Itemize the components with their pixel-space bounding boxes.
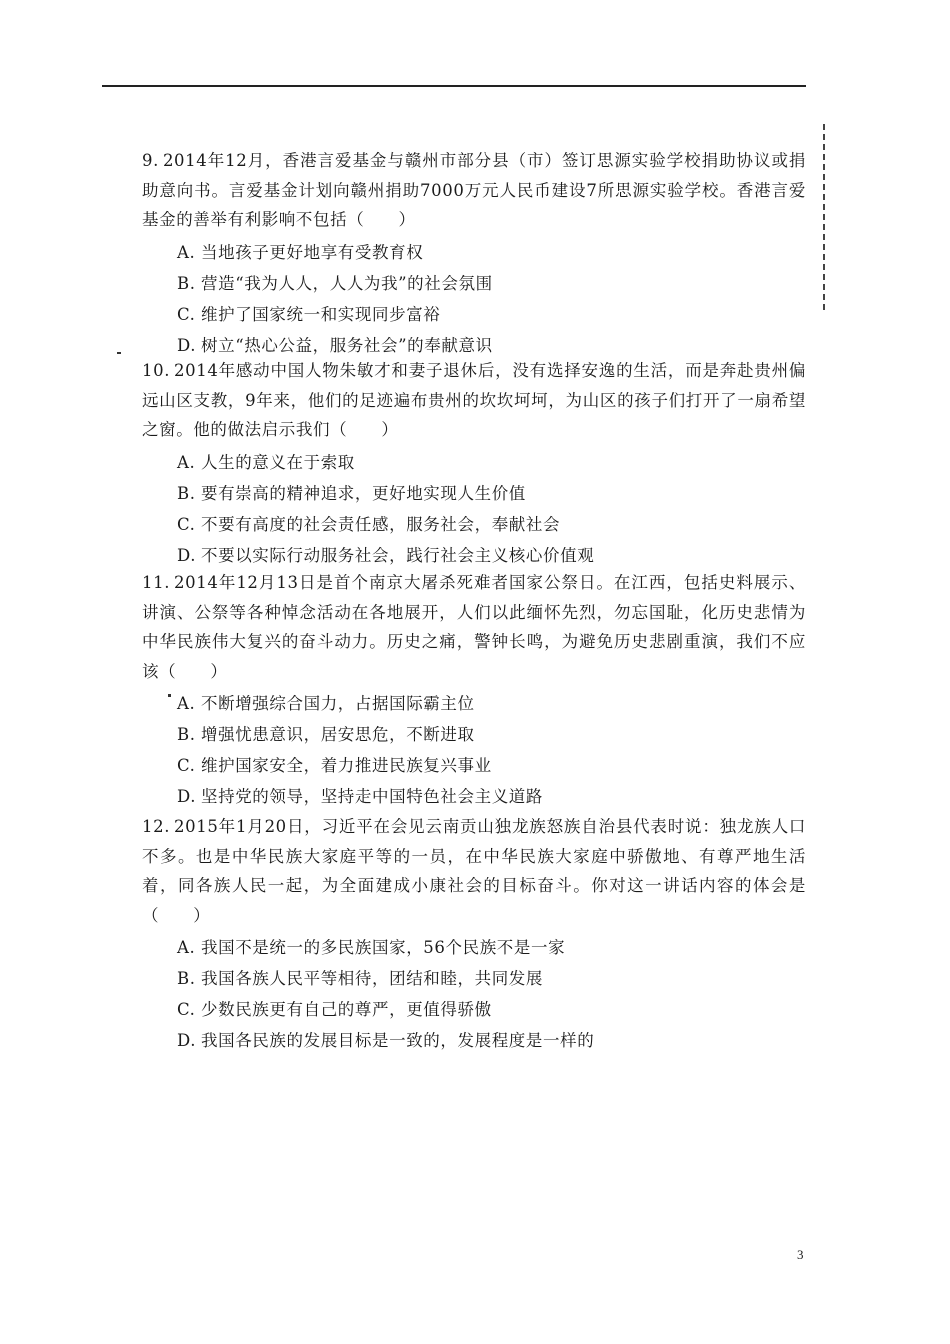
option-letter: C. bbox=[177, 1000, 196, 1019]
option-letter: A. bbox=[177, 452, 196, 472]
question-text: 2014年12月，香港言爱基金与赣州市部分县（市）签订思源实验学校捐助协议或捐助意向书。言爱基金计划向赣州捐助7000万元人民币建设7所思源实验学校。香港言爱基金的善举有利影响不包括（ ） bbox=[142, 151, 806, 229]
option-c bbox=[177, 509, 806, 540]
option-letter: B. bbox=[177, 273, 196, 293]
question-number: 9. bbox=[142, 151, 159, 170]
option-text: 少数民族更有自己的尊严，更值得骄傲 bbox=[201, 1000, 492, 1019]
option-text: 我国各民族的发展目标是一致的，发展程度是一样的 bbox=[201, 1031, 595, 1050]
option-text: 当地孩子更好地享有受教育权 bbox=[201, 242, 424, 262]
question-10 bbox=[142, 356, 806, 571]
question-text: 2014年感动中国人物朱敏才和妻子退休后，没有选择安逸的生活，而是奔赴贵州偏远山区支教，9年来，他们的足迹遍布贵州的坎坎坷坷，为山区的孩子们打开了一扇希望之窗。他的做法启示我们（ ） bbox=[142, 361, 806, 439]
option-text: 人生的意义在于索取 bbox=[201, 452, 355, 472]
options-list bbox=[142, 932, 806, 1056]
question-text: 2015年1月20日，习近平在会见云南贡山独龙族怒族自治县代表时说：独龙族人口不多。也是中华民族大家庭平等的一员，在中华民族大家庭中骄傲地、有尊严地生活着，同各族人民一起，为全面建成小康社会的目标奋斗。你对这一讲话内容的体会是（ ） bbox=[142, 817, 806, 925]
option-letter: B. bbox=[177, 969, 196, 988]
options-list bbox=[142, 447, 806, 571]
option-letter: A. bbox=[177, 938, 196, 957]
option-text: 不要有高度的社会责任感，服务社会，奉献社会 bbox=[201, 514, 561, 534]
binding-margin-mark bbox=[823, 124, 825, 310]
option-c bbox=[177, 994, 806, 1025]
question-stem bbox=[142, 146, 806, 235]
option-a bbox=[177, 237, 806, 268]
question-number: 11. bbox=[142, 573, 171, 592]
header-rule bbox=[102, 85, 806, 87]
option-text: 坚持党的领导，坚持走中国特色社会主义道路 bbox=[201, 787, 543, 806]
option-text: 要有崇高的精神追求，更好地实现人生价值 bbox=[201, 483, 526, 503]
option-text: 树立“热心公益，服务社会”的奉献意识 bbox=[201, 335, 493, 355]
page-number: 3 bbox=[797, 1247, 804, 1262]
option-letter: C. bbox=[177, 304, 196, 324]
question-number: 12. bbox=[142, 817, 171, 836]
question-12 bbox=[142, 812, 806, 1056]
option-letter: C. bbox=[177, 514, 196, 534]
option-letter: D. bbox=[177, 335, 197, 355]
question-stem bbox=[142, 812, 806, 930]
question-stem bbox=[142, 568, 806, 686]
option-c bbox=[177, 299, 806, 330]
question-stem bbox=[142, 356, 806, 445]
option-d bbox=[177, 1025, 806, 1056]
option-letter: B. bbox=[177, 725, 196, 744]
option-text: 我国不是统一的多民族国家，56个民族不是一家 bbox=[201, 938, 566, 957]
option-b bbox=[177, 478, 806, 509]
options-list bbox=[142, 237, 806, 361]
option-letter: A. bbox=[177, 694, 196, 713]
options-list bbox=[142, 688, 806, 812]
option-letter: D. bbox=[177, 787, 197, 806]
option-letter: A. bbox=[177, 242, 196, 262]
option-a bbox=[177, 932, 806, 963]
option-text: 维护了国家统一和实现同步富裕 bbox=[201, 304, 441, 324]
option-b bbox=[177, 963, 806, 994]
question-text: 2014年12月13日是首个南京大屠杀死难者国家公祭日。在江西，包括史料展示、讲演、公祭等各种悼念活动在各地展开，人们以此缅怀先烈，勿忘国耻，化历史悲情为中华民族伟大复兴的奋斗动力。历史之痛，警钟长鸣，为避免历史悲剧重演，我们不应该（ ） bbox=[142, 573, 806, 681]
option-text: 维护国家安全，着力推进民族复兴事业 bbox=[201, 756, 492, 775]
option-letter: C. bbox=[177, 756, 196, 775]
option-d bbox=[177, 540, 806, 571]
option-a bbox=[177, 688, 806, 719]
option-c bbox=[177, 750, 806, 781]
option-text: 营造“我为人人，人人为我”的社会氛围 bbox=[201, 273, 493, 293]
option-letter: D. bbox=[177, 545, 197, 565]
option-d bbox=[177, 781, 806, 812]
question-number: 10. bbox=[142, 361, 171, 380]
option-text: 不断增强综合国力，占据国际霸主位 bbox=[201, 694, 475, 713]
option-text: 我国各族人民平等相待，团结和睦，共同发展 bbox=[201, 969, 543, 988]
option-letter: D. bbox=[177, 1031, 197, 1050]
option-a bbox=[177, 447, 806, 478]
option-text: 不要以实际行动服务社会，践行社会主义核心价值观 bbox=[201, 545, 595, 565]
scan-speck bbox=[117, 352, 121, 354]
question-9 bbox=[142, 146, 806, 361]
option-letter: B. bbox=[177, 483, 196, 503]
option-text: 增强忧患意识，居安思危，不断进取 bbox=[201, 725, 475, 744]
question-11 bbox=[142, 568, 806, 812]
option-b bbox=[177, 268, 806, 299]
option-b bbox=[177, 719, 806, 750]
